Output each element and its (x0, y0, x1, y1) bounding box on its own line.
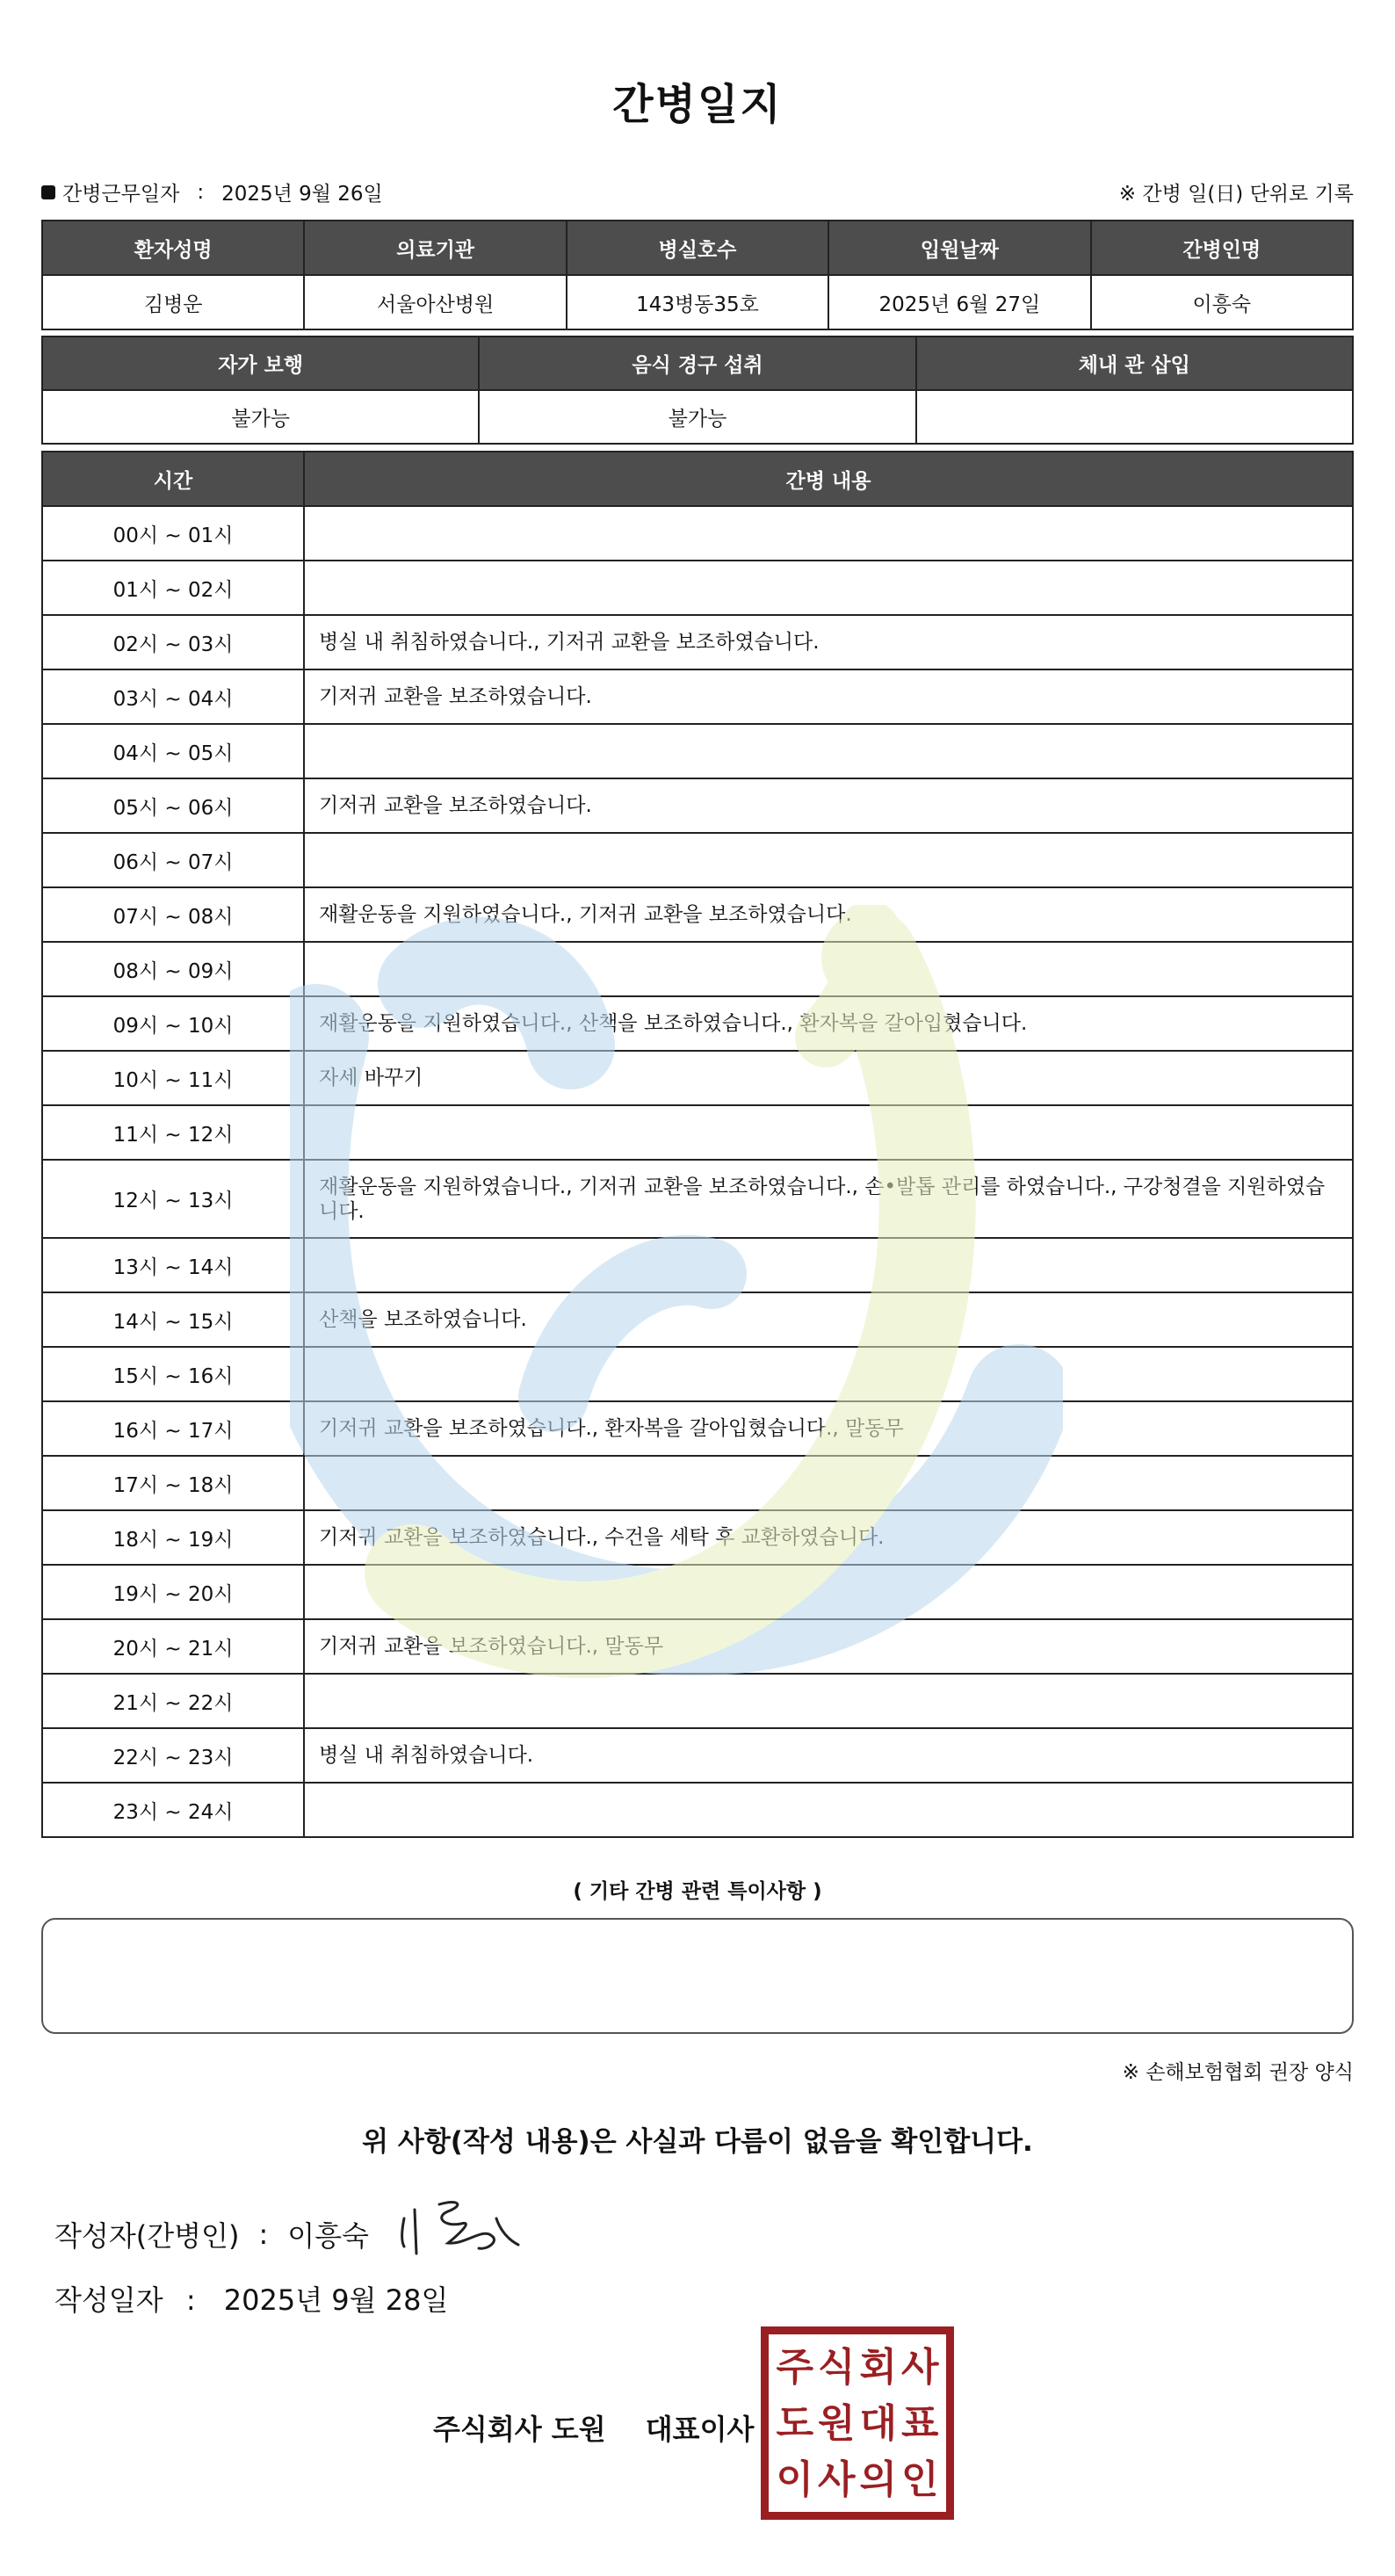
unit-note: ※ 간병 일(日) 단위로 기록 (1118, 183, 1354, 206)
log-content: 기저귀 교환을 보조하였습니다. (304, 669, 1353, 724)
header-hospital: 의료기관 (304, 221, 566, 275)
log-row (42, 506, 1353, 561)
log-row (42, 1160, 1353, 1238)
work-date-separator: : (197, 180, 205, 204)
log-content: 기저귀 교환을 보조하였습니다., 말동무 (304, 1619, 1353, 1674)
confirmation-text: 위 사항(작성 내용)은 사실과 다름이 없음을 확인합니다. (362, 2126, 1033, 2158)
log-content: 재활운동을 지원하였습니다., 기저귀 교환을 보조하였습니다. (304, 887, 1353, 942)
seal-char: 주 (776, 2345, 813, 2390)
log-row (42, 1292, 1353, 1347)
admission-date: 2025년 6월 27일 (828, 275, 1090, 329)
hospital-name: 서울아산병원 (304, 275, 566, 329)
work-date-label: 간병근무일자 (62, 183, 180, 206)
log-content: 기저귀 교환을 보조하였습니다., 환자복을 갈아입혔습니다., 말동무 (304, 1401, 1353, 1456)
log-content (304, 1105, 1353, 1160)
company-name: 주식회사 도원 (433, 2413, 606, 2446)
log-time: 00시 ~ 01시 (42, 506, 304, 561)
log-content (304, 1456, 1353, 1510)
oral-intake-value: 불가능 (479, 390, 915, 444)
log-row (42, 1619, 1353, 1674)
log-row (42, 942, 1353, 996)
log-time: 04시 ~ 05시 (42, 724, 304, 778)
log-time: 09시 ~ 10시 (42, 996, 304, 1051)
form-note: ※ 손해보험협회 권장 양식 (1122, 2061, 1354, 2084)
header-tube-insertion: 체내 관 삽입 (916, 336, 1353, 390)
log-content (304, 1238, 1353, 1292)
seal-char: 표 (900, 2401, 939, 2446)
log-row (42, 1510, 1353, 1565)
log-content: 기저귀 교환을 보조하였습니다., 수건을 세탁 후 교환하였습니다. (304, 1510, 1353, 1565)
patient-status-table (41, 336, 1354, 445)
company-seal-icon (761, 2326, 954, 2520)
author-name: 이흥숙 (287, 2219, 369, 2253)
care-log-table (41, 451, 1354, 1838)
log-row (42, 1238, 1353, 1292)
square-bullet-icon (41, 185, 55, 199)
log-time: 05시 ~ 06시 (42, 778, 304, 833)
log-row (42, 1728, 1353, 1783)
written-date-value: 2025년 9월 28일 (223, 2283, 449, 2317)
seal-char: 사 (900, 2345, 939, 2390)
patient-name: 김병운 (42, 275, 304, 329)
seal-char: 이 (776, 2457, 813, 2502)
header-admission-date: 입원날짜 (828, 221, 1090, 275)
seal-char: 의 (859, 2457, 897, 2502)
log-time: 10시 ~ 11시 (42, 1051, 304, 1105)
header-room: 병실호수 (567, 221, 828, 275)
log-time: 21시 ~ 22시 (42, 1674, 304, 1728)
log-content: 병실 내 취침하였습니다. (304, 1728, 1353, 1783)
log-time: 17시 ~ 18시 (42, 1456, 304, 1510)
log-row (42, 1674, 1353, 1728)
log-content: 기저귀 교환을 보조하였습니다. (304, 778, 1353, 833)
header-time: 시간 (42, 452, 304, 506)
seal-char: 사 (817, 2457, 856, 2502)
header-patient-name: 환자성명 (42, 221, 304, 275)
header-caregiver: 간병인명 (1091, 221, 1353, 275)
page-title: 간병일지 (612, 80, 783, 129)
log-time: 08시 ~ 09시 (42, 942, 304, 996)
caregiver-name: 이흥숙 (1091, 275, 1353, 329)
log-time: 15시 ~ 16시 (42, 1347, 304, 1401)
notes-box (41, 1918, 1354, 2034)
written-date-line (54, 2278, 448, 2319)
room-number: 143병동35호 (567, 275, 828, 329)
log-time: 22시 ~ 23시 (42, 1728, 304, 1783)
log-row (42, 615, 1353, 669)
log-content: 재활운동을 지원하였습니다., 산책을 보조하였습니다., 환자복을 갈아입혔습니다. (304, 996, 1353, 1051)
log-content (304, 1674, 1353, 1728)
log-row (42, 1456, 1353, 1510)
log-row (42, 1347, 1353, 1401)
log-content (304, 942, 1353, 996)
log-row (42, 833, 1353, 887)
written-date-label: 작성일자 (54, 2283, 163, 2317)
company-title: 대표이사 (645, 2413, 755, 2446)
seal-char: 식 (817, 2345, 856, 2390)
log-row (42, 996, 1353, 1051)
log-row (42, 887, 1353, 942)
log-content: 재활운동을 지원하였습니다., 기저귀 교환을 보조하였습니다., 손•발톱 관리를 하였습니다., 구강청결을 지원하였습니다. (304, 1160, 1353, 1238)
log-time: 19시 ~ 20시 (42, 1565, 304, 1619)
log-time: 13시 ~ 14시 (42, 1238, 304, 1292)
seal-char: 원 (817, 2401, 856, 2446)
log-content (304, 724, 1353, 778)
header-care-content: 간병 내용 (304, 452, 1353, 506)
seal-char: 대 (859, 2401, 897, 2446)
seal-char: 회 (859, 2345, 897, 2390)
header-oral-intake: 음식 경구 섭취 (479, 336, 915, 390)
log-row (42, 561, 1353, 615)
log-row (42, 1783, 1353, 1837)
log-row (42, 724, 1353, 778)
work-date (41, 177, 383, 206)
self-walking-value: 불가능 (42, 390, 479, 444)
log-time: 11시 ~ 12시 (42, 1105, 304, 1160)
log-row (42, 1105, 1353, 1160)
author-label: 작성자(간병인) (54, 2219, 240, 2253)
written-date-separator: : (185, 2283, 196, 2317)
company-signoff (433, 2407, 754, 2448)
log-content (304, 1783, 1353, 1837)
log-row (42, 1051, 1353, 1105)
log-content (304, 506, 1353, 561)
log-content: 병실 내 취침하였습니다., 기저귀 교환을 보조하였습니다. (304, 615, 1353, 669)
log-time: 12시 ~ 13시 (42, 1160, 304, 1238)
log-content (304, 1347, 1353, 1401)
log-row (42, 778, 1353, 833)
log-time: 18시 ~ 19시 (42, 1510, 304, 1565)
log-time: 14시 ~ 15시 (42, 1292, 304, 1347)
log-time: 20시 ~ 21시 (42, 1619, 304, 1674)
work-date-value: 2025년 9월 26일 (221, 183, 383, 206)
log-content: 자세 바꾸기 (304, 1051, 1353, 1105)
seal-char: 도 (776, 2401, 813, 2446)
author-line (54, 2214, 369, 2254)
tube-insertion-value (916, 390, 1353, 444)
log-content: 산책을 보조하였습니다. (304, 1292, 1353, 1347)
log-time: 07시 ~ 08시 (42, 887, 304, 942)
log-time: 06시 ~ 07시 (42, 833, 304, 887)
log-content (304, 561, 1353, 615)
log-time: 16시 ~ 17시 (42, 1401, 304, 1456)
log-time: 01시 ~ 02시 (42, 561, 304, 615)
log-content (304, 1565, 1353, 1619)
log-row (42, 1401, 1353, 1456)
author-separator: : (258, 2218, 269, 2251)
log-time: 02시 ~ 03시 (42, 615, 304, 669)
notes-label: ( 기타 간병 관련 특이사항 ) (573, 1880, 822, 1903)
patient-info-table (41, 220, 1354, 330)
header-self-walking: 자가 보행 (42, 336, 479, 390)
log-row (42, 1565, 1353, 1619)
signature-icon (395, 2192, 527, 2262)
log-time: 23시 ~ 24시 (42, 1783, 304, 1837)
log-content (304, 833, 1353, 887)
log-row (42, 669, 1353, 724)
seal-char: 인 (900, 2457, 939, 2502)
log-time: 03시 ~ 04시 (42, 669, 304, 724)
